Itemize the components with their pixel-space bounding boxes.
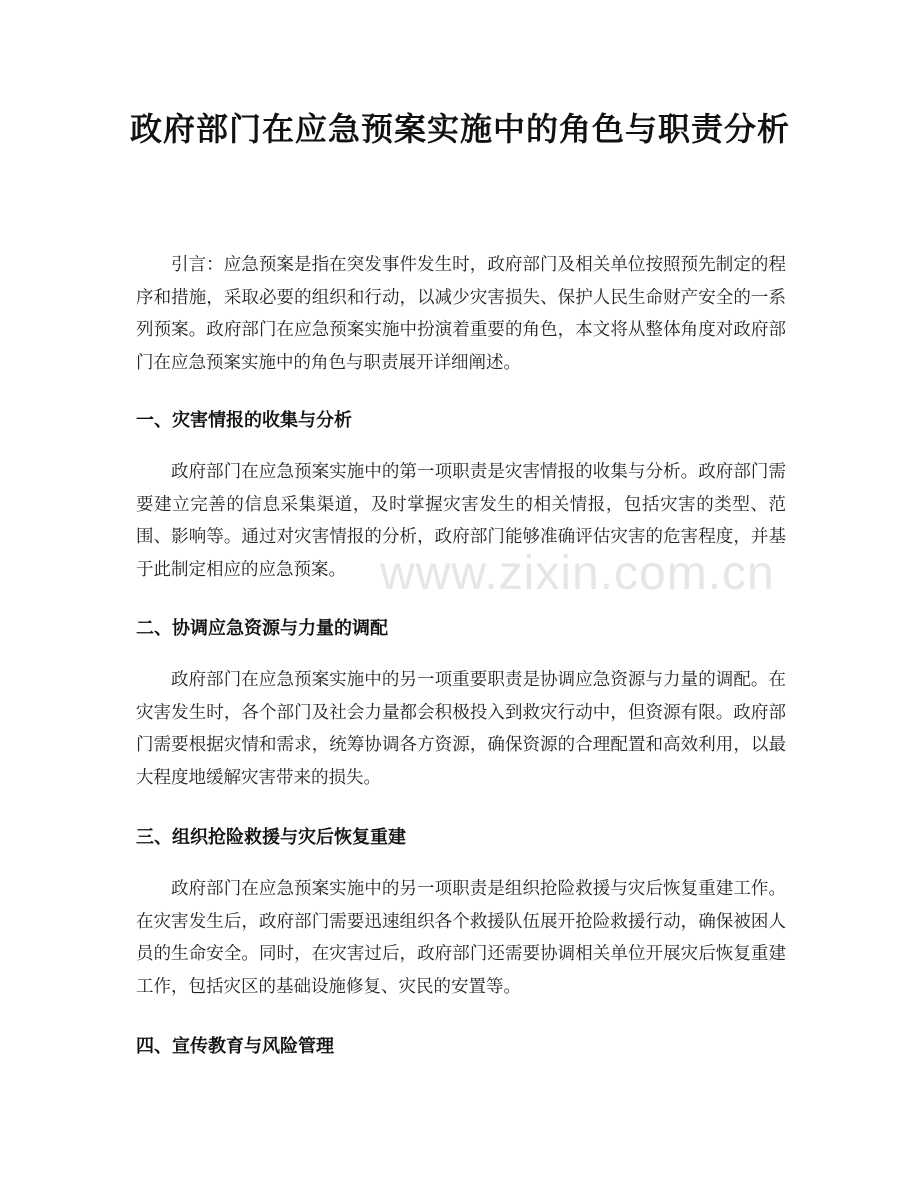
section-3-heading: 三、组织抢险救援与灾后恢复重建: [136, 827, 406, 848]
section-1-body: 政府部门在应急预案实施中的第一项职责是灾害情报的收集与分析。政府部门需要建立完善的信息采集渠道，及时掌握灾害发生的相关情报，包括灾害的类型、范围、影响等。通过对灾害情报的分析，政府部门能够准确评估灾害的危害程度，并基于此制定相应的应急预案。: [136, 462, 786, 580]
section-1-heading: 一、灾害情报的收集与分析: [136, 410, 352, 431]
intro-paragraph: 引言：应急预案是指在突发事件发生时，政府部门及相关单位按照预先制定的程序和措施，采取必要的组织和行动，以减少灾害损失、保护人民生命财产安全的一系列预案。政府部门在应急预案实施中扮演着重要的角色，本文将从整体角度对政府部门在应急预案实施中的角色与职责展开详细阐述。: [136, 255, 786, 373]
section-2-heading: 二、协调应急资源与力量的调配: [136, 618, 388, 639]
section-3-body: 政府部门在应急预案实施中的另一项职责是组织抢险救援与灾后恢复重建工作。在灾害发生后，政府部门需要迅速组织各个救援队伍展开抢险救援行动，确保被困人员的生命安全。同时，在灾害过后，政府部门还需要协调相关单位开展灾后恢复重建工作，包括灾区的基础设施修复、灾民的安置等。: [136, 879, 786, 997]
section-2-body: 政府部门在应急预案实施中的另一项重要职责是协调应急资源与力量的调配。在灾害发生时，各个部门及社会力量都会积极投入到救灾行动中，但资源有限。政府部门需要根据灾情和需求，统筹协调各方资源，确保资源的合理配置和高效利用，以最大程度地缓解灾害带来的损失。: [136, 670, 786, 788]
watermark: www.zixin.com.cn: [380, 547, 775, 600]
section-4-heading: 四、宣传教育与风险管理: [136, 1036, 334, 1057]
document-title: 政府部门在应急预案实施中的角色与职责分析: [129, 110, 790, 148]
